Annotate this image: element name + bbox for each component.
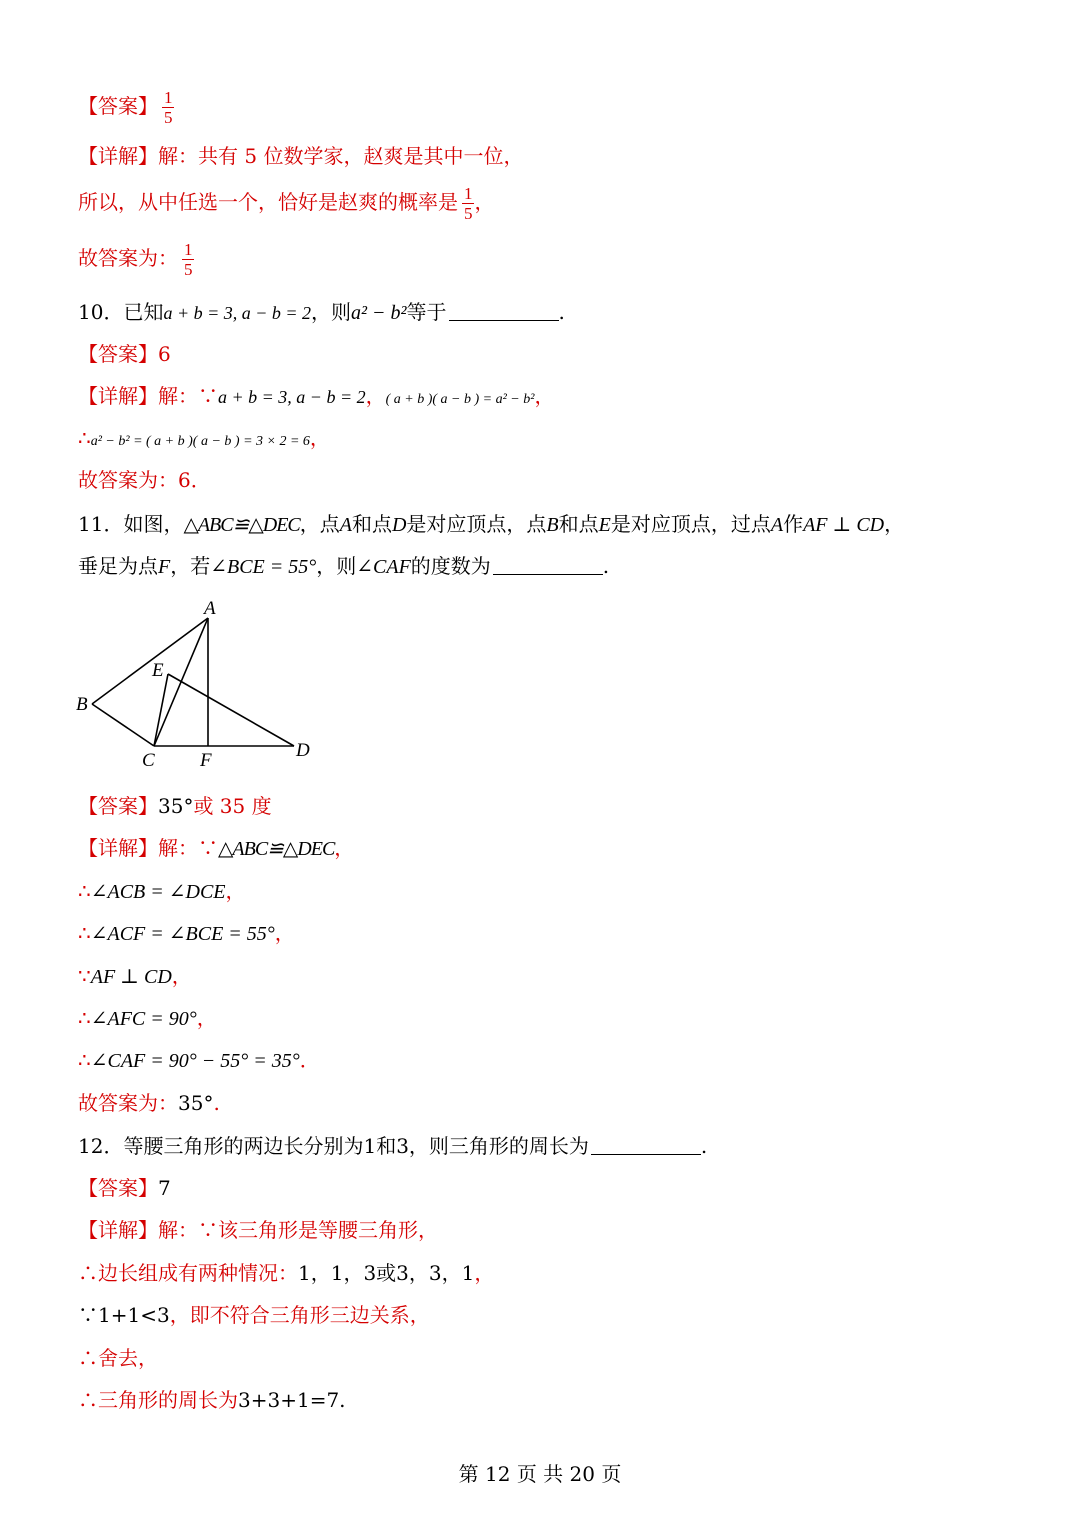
answer-blank bbox=[449, 300, 559, 321]
q11-conclusion: 故答案为：35°. bbox=[78, 1091, 220, 1115]
q9-conclusion: 故答案为： $\frac{1}{5}$ bbox=[78, 240, 193, 279]
q12-detail-line5: ∴三角形的周长为3+3+1=7. bbox=[78, 1388, 346, 1412]
q12-answer-line: 【答案】7 bbox=[78, 1176, 171, 1200]
q12-stem: 12．等腰三角形的两边长分别为1和3，则三角形的周长为 . bbox=[78, 1134, 708, 1158]
q11-stem-line2: 垂足为点F，若∠BCE = 55°，则∠CAF的度数为 . bbox=[78, 554, 610, 578]
q12-detail-line: 【详解】解：∵该三角形是等腰三角形， bbox=[78, 1218, 438, 1242]
q11-step-2: ∴∠ACF = ∠BCE = 55°， bbox=[78, 921, 295, 945]
q10-stem: 10．已知a + b = 3, a − b = 2，则a² − b²等于 . bbox=[78, 300, 565, 324]
q11-answer-line: 【答案】35°或 35 度 bbox=[78, 794, 272, 818]
conclusion-fraction: $\frac{1}{5}$ bbox=[184, 240, 193, 279]
label-D: D bbox=[296, 740, 310, 761]
label-B: B bbox=[76, 694, 88, 715]
label-A: A bbox=[204, 598, 216, 619]
detail-text: 解：共有 5 位数学家，赵爽是其中一位， bbox=[158, 144, 524, 168]
label-F: F bbox=[200, 750, 212, 771]
label-C: C bbox=[142, 750, 155, 771]
math: a + b = 3, a − b = 2 bbox=[163, 303, 312, 323]
q11-step-3: ∵AF ⊥ CD， bbox=[78, 964, 192, 988]
q11-step-1: ∴∠ACB = ∠DCE， bbox=[78, 879, 246, 903]
answer-fraction: $\frac{1}{5}$ bbox=[164, 88, 173, 127]
q12-detail-line2: ∴边长组成有两种情况：1，1，3或3，3，1， bbox=[78, 1261, 495, 1285]
answer-tag: 【答案】 bbox=[78, 94, 158, 118]
detail-tag: 【详解】 bbox=[78, 144, 158, 168]
q10-answer-line: 【答案】6 bbox=[78, 342, 171, 366]
page-footer: 第 12 页 共 20 页 bbox=[458, 1462, 622, 1486]
probability-fraction: $\frac{1}{5}$ bbox=[464, 184, 473, 223]
q11-detail-line: 【详解】解：∵△ABC≌△DEC， bbox=[78, 836, 355, 860]
q11-stem-line1: 11．如图，△ABC≌△DEC，点A和点D是对应顶点，点B和点E是对应顶点，过点A作AF ⊥ CD， bbox=[78, 512, 905, 536]
q9-answer-line bbox=[78, 88, 175, 127]
answer-blank bbox=[493, 554, 603, 575]
q11-step-4: ∴∠AFC = 90°， bbox=[78, 1006, 217, 1030]
q10-conclusion: 故答案为：6． bbox=[78, 468, 211, 492]
label-E: E bbox=[152, 660, 164, 681]
q9-detail-line2: 所以，从中任选一个，恰好是赵爽的概率是 $\frac{1}{5}$ ， bbox=[78, 184, 495, 223]
q12-detail-line3: ∵1+1<3，即不符合三角形三边关系， bbox=[78, 1303, 430, 1327]
q10-detail-line: 【详解】解：∵a + b = 3, a − b = 2，( a + b )( a − b ) = a² − b²， bbox=[78, 384, 555, 408]
q11-step-5: ∴∠CAF = 90° − 55° = 35°． bbox=[78, 1048, 320, 1072]
q10-detail-line2: ∴a² − b² = ( a + b )( a − b ) = 3 × 2 = 6， bbox=[78, 426, 330, 450]
math: a² − b² bbox=[351, 302, 407, 324]
answer-blank bbox=[591, 1134, 701, 1155]
q12-detail-line4: ∴舍去， bbox=[78, 1346, 158, 1370]
triangle-figure bbox=[72, 596, 322, 774]
q9-detail-line bbox=[78, 142, 523, 170]
